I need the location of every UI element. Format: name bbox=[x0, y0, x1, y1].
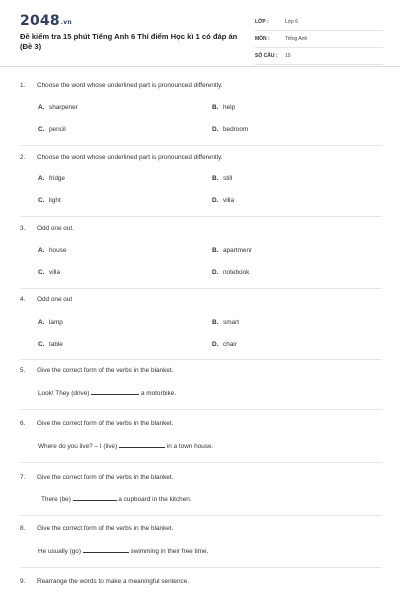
option-text: house bbox=[49, 247, 67, 254]
divider bbox=[20, 145, 382, 146]
option-letter: A. bbox=[38, 104, 45, 111]
option-text: villa bbox=[223, 197, 235, 204]
option-text: fridge bbox=[49, 175, 65, 182]
answer-blank[interactable] bbox=[119, 441, 165, 448]
question-number: 1. bbox=[20, 82, 26, 89]
question-text: Give the correct form of the verbs in the blanket. bbox=[37, 474, 174, 481]
question-4 bbox=[20, 296, 72, 303]
option-a[interactable] bbox=[38, 175, 65, 182]
meta-value: Tiếng Anh bbox=[285, 36, 308, 42]
meta-key: LỚP : bbox=[255, 19, 269, 25]
option-text: pencil bbox=[49, 126, 66, 133]
meta-row-count bbox=[255, 48, 383, 65]
question-9 bbox=[20, 578, 189, 585]
option-letter: D. bbox=[212, 341, 219, 348]
option-letter: C. bbox=[38, 197, 45, 204]
sentence-after: in a town house. bbox=[166, 443, 214, 450]
question-2 bbox=[20, 154, 223, 161]
option-c[interactable] bbox=[38, 197, 61, 204]
question-number: 8. bbox=[20, 525, 26, 532]
divider bbox=[20, 216, 382, 217]
divider bbox=[20, 567, 382, 568]
divider bbox=[20, 288, 382, 289]
sentence-before: Where do you live? – I (live) bbox=[38, 443, 118, 450]
question-text: Odd one out bbox=[37, 296, 73, 303]
option-d[interactable] bbox=[212, 197, 234, 204]
option-letter: B. bbox=[212, 319, 219, 326]
option-text: villa bbox=[49, 269, 61, 276]
answer-blank[interactable] bbox=[73, 494, 117, 501]
question-number: 2. bbox=[20, 154, 26, 161]
option-b[interactable] bbox=[212, 104, 235, 111]
option-text: lamp bbox=[49, 319, 63, 326]
option-letter: B. bbox=[212, 175, 219, 182]
option-letter: A. bbox=[38, 319, 45, 326]
option-text: sharpener bbox=[49, 104, 78, 111]
divider bbox=[20, 409, 382, 410]
option-text: still bbox=[223, 175, 233, 182]
meta-value: 10 bbox=[285, 53, 291, 59]
option-text: help bbox=[223, 104, 236, 111]
option-letter: D. bbox=[212, 126, 219, 133]
question-number: 4. bbox=[20, 296, 26, 303]
divider bbox=[20, 515, 382, 516]
option-text: chair bbox=[223, 341, 237, 348]
fill-blank-sentence bbox=[38, 546, 208, 555]
question-text: Choose the word whose underlined part is pronounced differently. bbox=[37, 82, 223, 89]
option-letter: D. bbox=[212, 269, 219, 276]
fill-blank-sentence bbox=[41, 494, 192, 503]
sentence-after: a cupboard in the kitchen. bbox=[118, 496, 192, 503]
logo-text: 2048 bbox=[20, 13, 60, 29]
option-d[interactable] bbox=[212, 269, 249, 276]
question-6 bbox=[20, 420, 173, 427]
fill-blank-sentence bbox=[38, 388, 176, 397]
question-text: Odd one out. bbox=[37, 225, 74, 232]
option-b[interactable] bbox=[212, 247, 252, 254]
sentence-before: He usually (go) bbox=[38, 548, 81, 555]
meta-key: SỐ CÂU : bbox=[255, 53, 278, 59]
question-text: Give the correct form of the verbs in the blanket. bbox=[37, 367, 174, 374]
question-number: 6. bbox=[20, 420, 26, 427]
question-3 bbox=[20, 225, 74, 232]
option-d[interactable] bbox=[212, 126, 248, 133]
option-letter: C. bbox=[38, 126, 45, 133]
document-header bbox=[0, 0, 400, 67]
option-c[interactable] bbox=[38, 126, 66, 133]
question-text: Give the correct form of the verbs in the blanket. bbox=[37, 525, 174, 532]
divider bbox=[20, 359, 382, 360]
option-letter: A. bbox=[38, 247, 45, 254]
question-1 bbox=[20, 82, 223, 89]
sentence-after: a motorbike. bbox=[140, 390, 177, 397]
document-meta bbox=[255, 14, 383, 65]
site-logo[interactable] bbox=[20, 13, 72, 29]
question-number: 5. bbox=[20, 367, 26, 374]
meta-row-class bbox=[255, 14, 383, 31]
meta-value: Lớp 6 bbox=[285, 19, 299, 25]
option-letter: B. bbox=[212, 104, 219, 111]
question-7 bbox=[20, 474, 173, 481]
sentence-before: Look! They (drive) bbox=[38, 390, 90, 397]
question-number: 9. bbox=[20, 578, 26, 585]
option-c[interactable] bbox=[38, 341, 63, 348]
option-text: light bbox=[49, 197, 61, 204]
option-letter: C. bbox=[38, 269, 45, 276]
option-letter: B. bbox=[212, 247, 219, 254]
option-text: notebook bbox=[223, 269, 250, 276]
option-letter: C. bbox=[38, 341, 45, 348]
meta-key: MÔN : bbox=[255, 36, 270, 42]
sentence-before: There (be) bbox=[41, 496, 71, 503]
divider bbox=[20, 462, 382, 463]
option-a[interactable] bbox=[38, 319, 63, 326]
question-text: Choose the word whose underlined part is pronounced differently. bbox=[37, 154, 223, 161]
document-title: Đề kiểm tra 15 phút Tiếng Anh 6 Thí điểm Học kì 1 có đáp án (Đề 3) bbox=[20, 32, 238, 51]
option-c[interactable] bbox=[38, 269, 60, 276]
question-8 bbox=[20, 525, 173, 532]
option-a[interactable] bbox=[38, 247, 66, 254]
answer-blank[interactable] bbox=[83, 546, 129, 553]
answer-blank[interactable] bbox=[91, 388, 139, 395]
option-text: bedroom bbox=[223, 126, 249, 133]
option-letter: A. bbox=[38, 175, 45, 182]
option-a[interactable] bbox=[38, 104, 78, 111]
option-b[interactable] bbox=[212, 175, 232, 182]
option-d[interactable] bbox=[212, 341, 237, 348]
question-number: 7. bbox=[20, 474, 26, 481]
question-5 bbox=[20, 367, 173, 374]
meta-row-subject bbox=[255, 31, 383, 48]
option-text: smart bbox=[223, 319, 239, 326]
question-number: 3. bbox=[20, 225, 26, 232]
option-text: apartmenr bbox=[223, 247, 253, 254]
option-letter: D. bbox=[212, 197, 219, 204]
option-text: table bbox=[49, 341, 63, 348]
fill-blank-sentence bbox=[38, 441, 213, 450]
question-text: Rearrange the words to make a meaningful sentence. bbox=[37, 578, 190, 585]
option-b[interactable] bbox=[212, 319, 239, 326]
sentence-after: swimming in their free time. bbox=[130, 548, 209, 555]
logo-suffix: .vn bbox=[60, 19, 72, 26]
question-text: Give the correct form of the verbs in the blanket. bbox=[37, 420, 174, 427]
